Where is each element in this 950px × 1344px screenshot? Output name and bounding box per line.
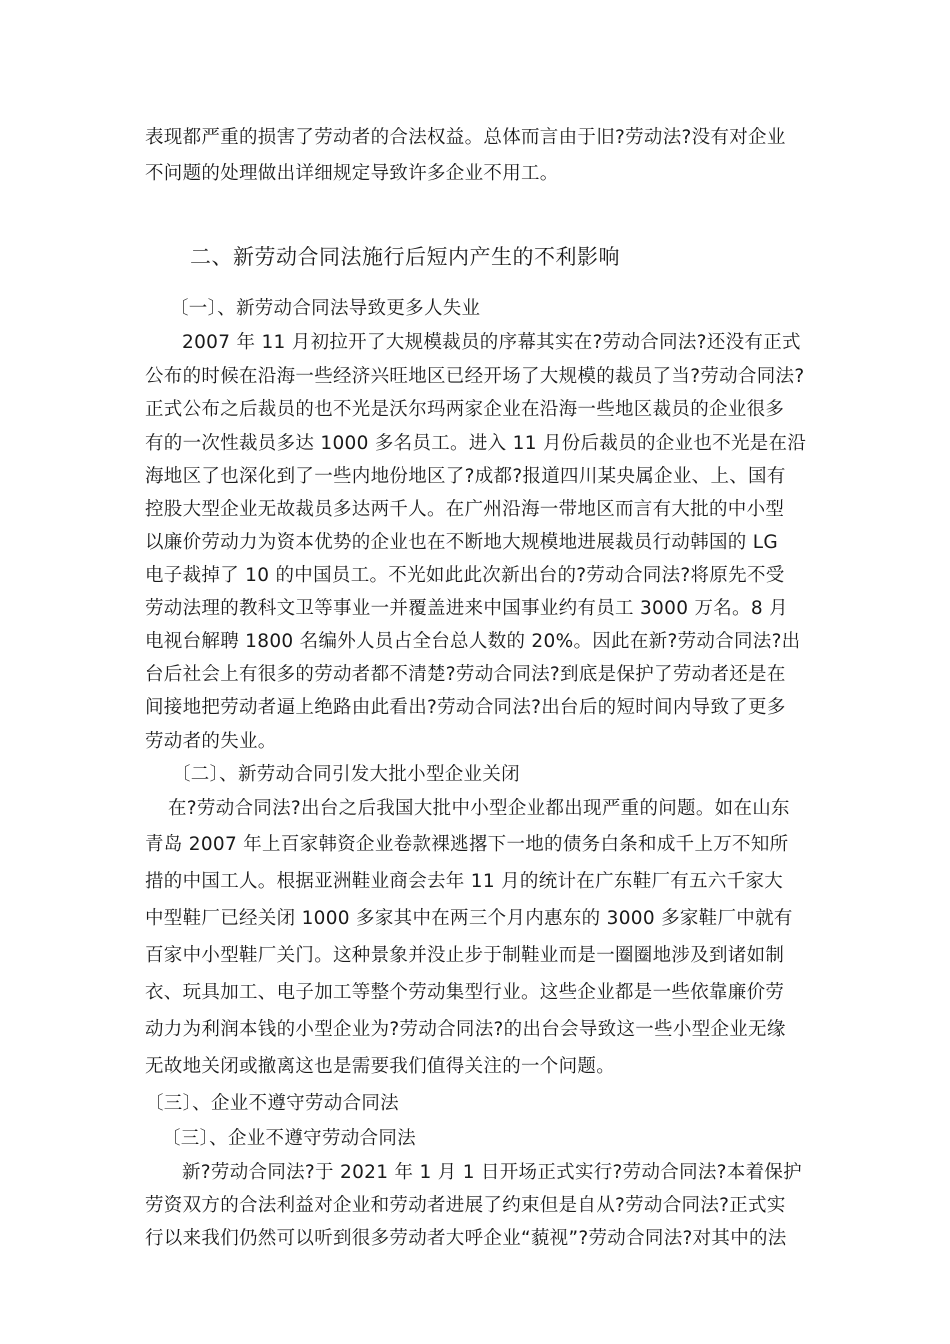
paragraph-line: 以廉价劳动力为资本优势的企业也在不断地大规模地进展裁员行动韩国的 LG (145, 532, 779, 553)
paragraph-line: 青岛 2007 年上百家韩资企业卷款裸逃撂下一地的债务白条和成千上万不知所 (145, 834, 789, 855)
paragraph-line: 2007 年 11 月初拉开了大规模裁员的序幕其实在?劳动合同法?还没有正式 (182, 332, 801, 353)
paragraph-line: 行以来我们仍然可以听到很多劳动者大呼企业“藐视”?劳动合同法?对其中的法 (145, 1228, 787, 1249)
paragraph-line: 百家中小型鞋厂关门。这种景象并没止步于制鞋业而是一圈圈地涉及到诸如制 (145, 945, 785, 966)
paragraph-line: 措的中国工人。根据亚洲鞋业商会去年 11 月的统计在广东鞋厂有五六千家大 (145, 871, 784, 892)
subsection-heading: 〔二〕、新劳动合同引发大批小型企业关闭 (172, 764, 520, 785)
paragraph-line: 正式公布之后裁员的也不光是沃尔玛两家企业在沿海一些地区裁员的企业很多 (145, 399, 785, 420)
paragraph-line: 〔三〕、企业不遵守劳动合同法 (145, 1093, 399, 1114)
paragraph-line: 无故地关闭或撤离这也是需要我们值得关注的一个问题。 (145, 1056, 616, 1077)
paragraph-line: 在?劳动合同法?出台之后我国大批中小型企业都出现严重的问题。如在山东 (168, 798, 790, 819)
paragraph-line: 电视台解聘 1800 名编外人员占全台总人数的 20%。因此在新?劳动合同法?出 (145, 631, 801, 652)
paragraph-line: 衣、玩具加工、电子加工等整个劳动集型行业。这些企业都是一些依靠廉价劳 (145, 982, 785, 1003)
paragraph-line: 台后社会上有很多的劳动者都不清楚?劳动合同法?到底是保护了劳动者还是在 (145, 664, 786, 685)
paragraph-line: 劳动者的失业。 (145, 731, 277, 752)
paragraph-line: 中型鞋厂已经关闭 1000 多家其中在两三个月内惠东的 3000 多家鞋厂中就有 (145, 908, 793, 929)
paragraph-line: 表现都严重的损害了劳动者的合法权益。总体而言由于旧?劳动法?没有对企业 (145, 127, 786, 148)
paragraph-line: 电子裁掉了 10 的中国员工。不光如此此次新出台的?劳动合同法?将原先不受 (145, 565, 785, 586)
paragraph-line: 劳资双方的合法利益对企业和劳动者进展了约束但是自从?劳动合同法?正式实 (145, 1195, 786, 1216)
subsection-heading: 〔一〕、新劳动合同法导致更多人失业 (170, 298, 481, 319)
paragraph-line: 公布的时候在沿海一些经济兴旺地区已经开场了大规模的裁员了当?劳动合同法? (145, 366, 805, 387)
section-heading: 二、新劳动合同法施行后短内产生的不利影响 (190, 245, 620, 269)
paragraph-line: 控股大型企业无故裁员多达两千人。在广州沿海一带地区而言有大批的中小型 (145, 499, 785, 520)
paragraph-line: 有的一次性裁员多达 1000 多名员工。进入 11 月份后裁员的企业也不光是在沿 (145, 433, 807, 454)
subsection-heading: 〔三〕、企业不遵守劳动合同法 (162, 1128, 416, 1149)
paragraph-line: 劳动法理的教科文卫等事业一并覆盖进来中国事业约有员工 3000 万名。8 月 (145, 598, 788, 619)
paragraph-line: 动力为利润本钱的小型企业为?劳动合同法?的出台会导致这一些小型企业无缘 (145, 1019, 786, 1040)
paragraph-line: 海地区了也深化到了一些内地份地区了?成都?报道四川某央属企业、上、国有 (145, 466, 786, 487)
paragraph-line: 不问题的处理做出详细规定导致许多企业不用工。 (145, 163, 559, 184)
paragraph-line: 间接地把劳动者逼上绝路由此看出?劳动合同法?出台后的短时间内导致了更多 (145, 697, 786, 718)
paragraph-line: 新?劳动合同法?于 2021 年 1 月 1 日开场正式实行?劳动合同法?本着保护 (182, 1162, 802, 1183)
